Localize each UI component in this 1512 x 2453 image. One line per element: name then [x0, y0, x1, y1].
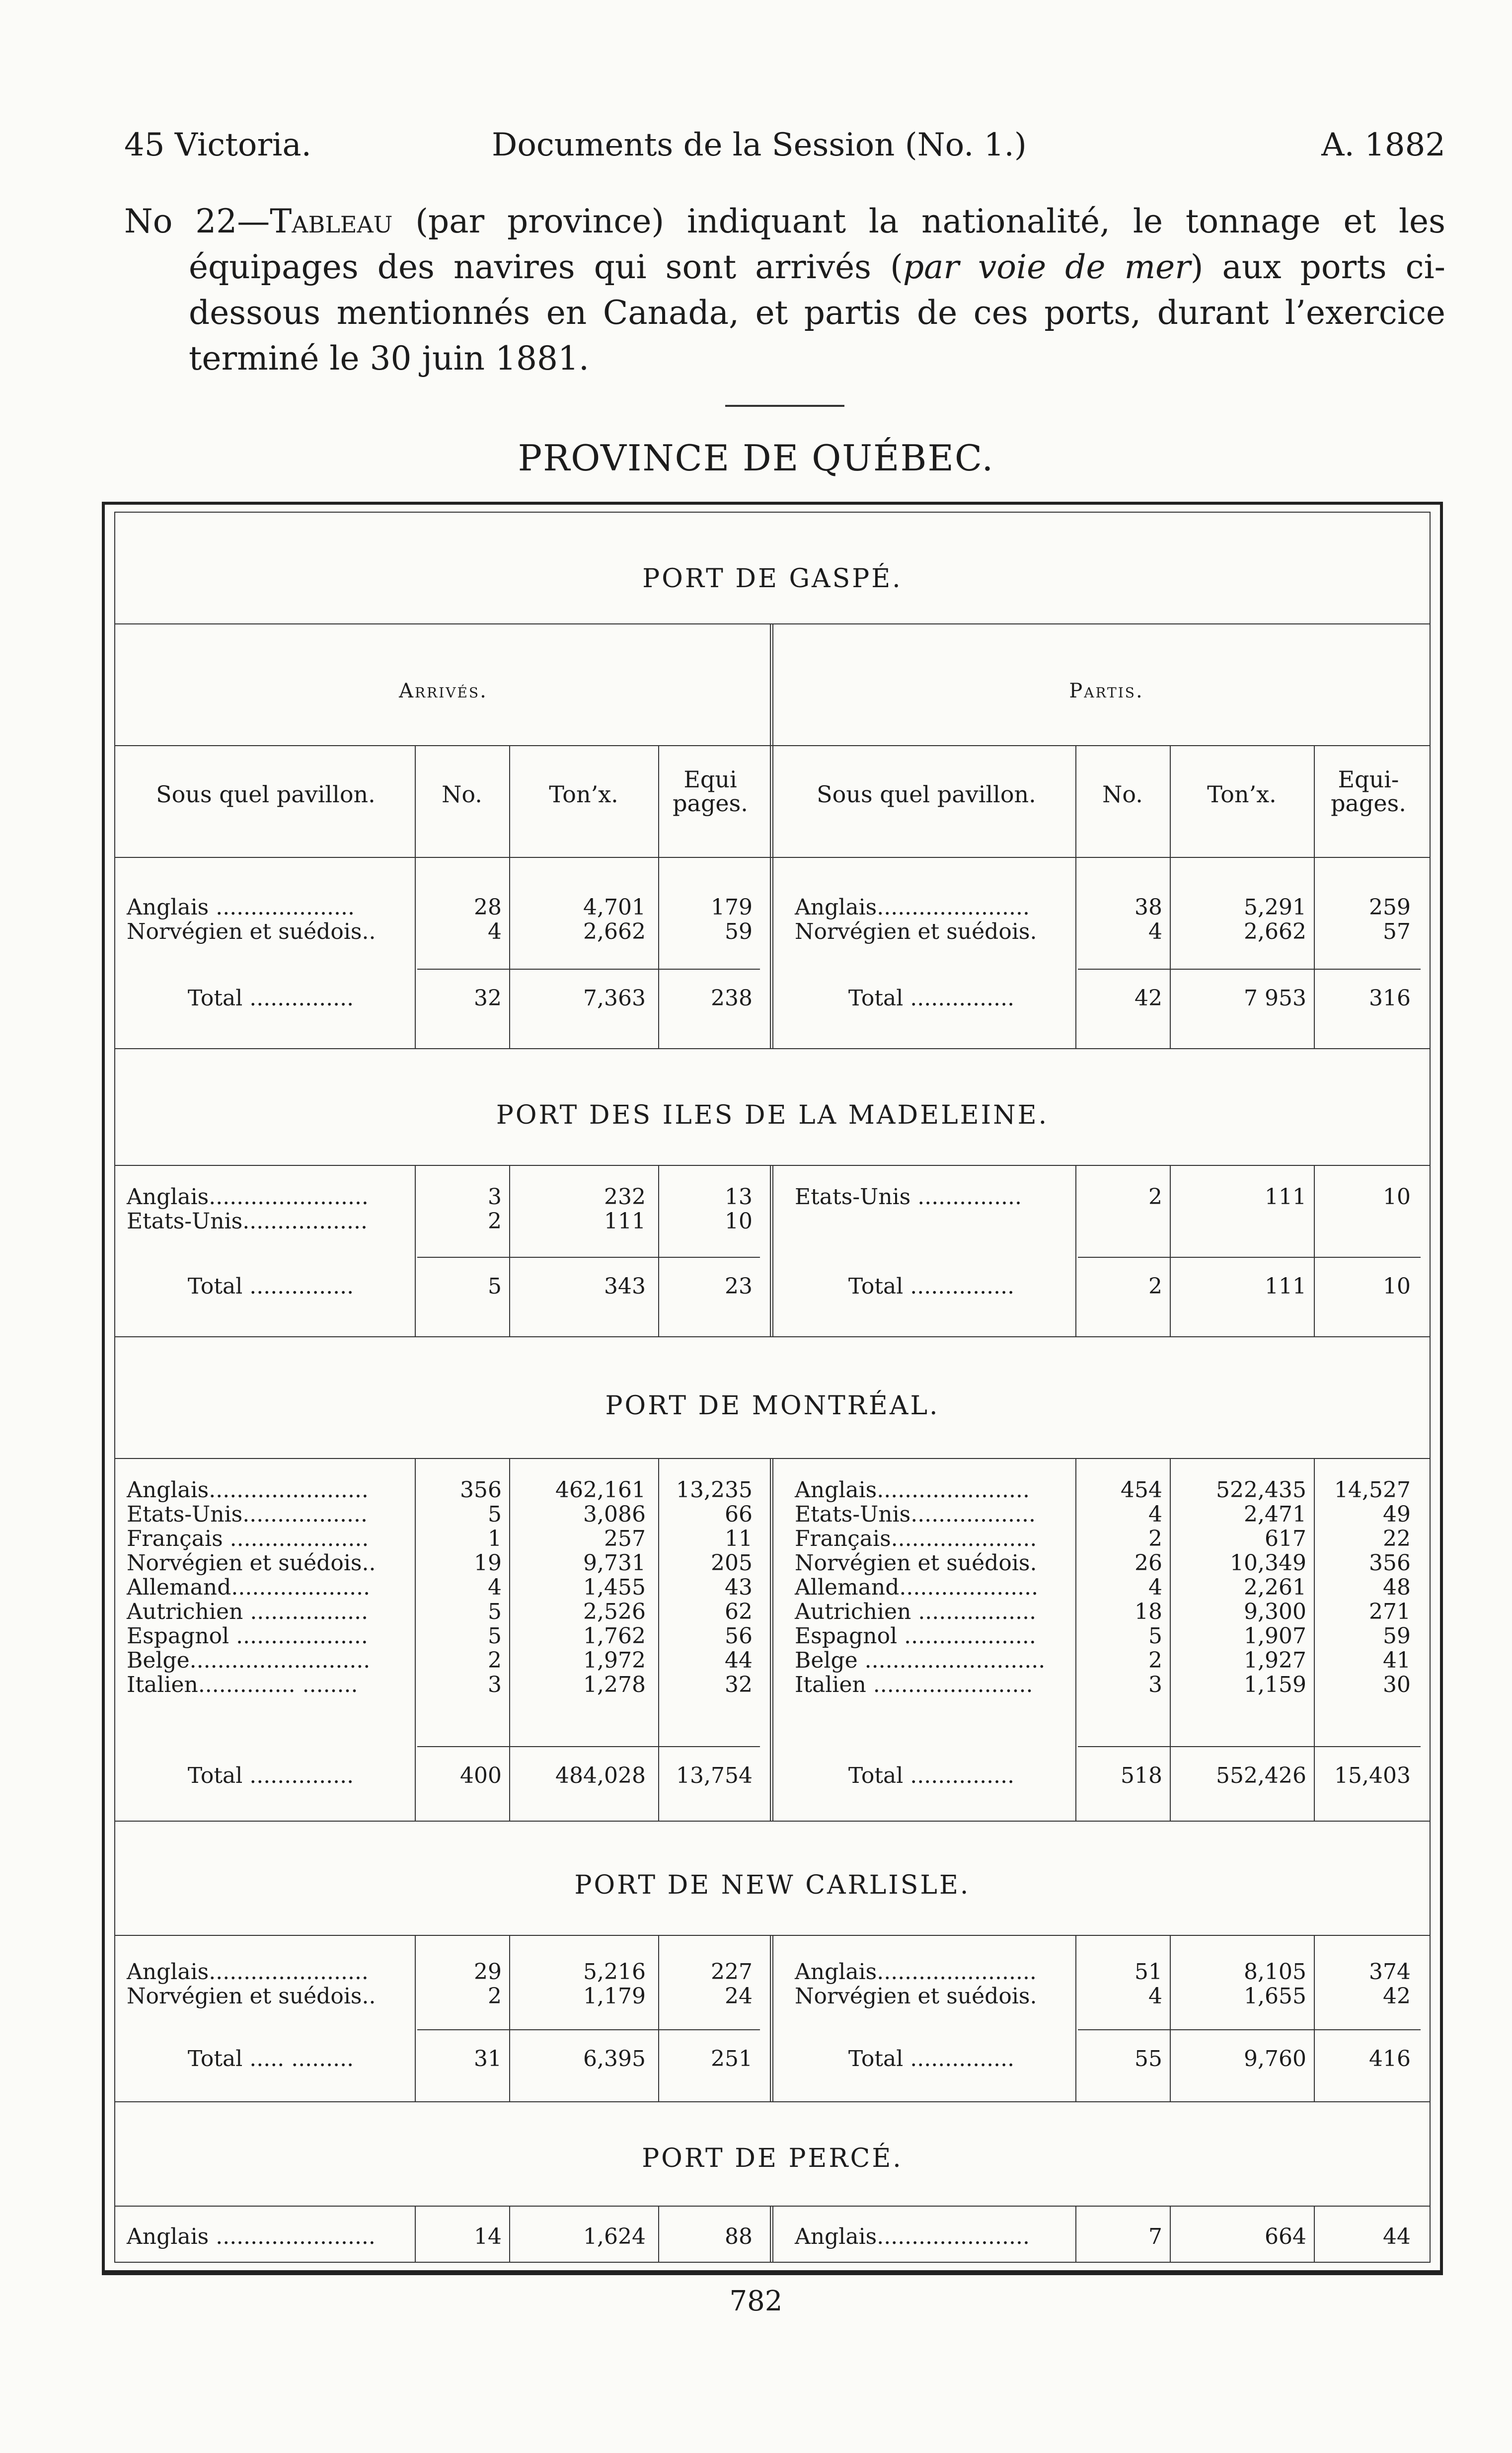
total-rule [1078, 1746, 1421, 1747]
col-rule [509, 1165, 510, 1336]
caption-text-1: (par province) indiquant la nationalité, le tonnage et les équipages des navires qui sont arrivés ( [189, 202, 1445, 286]
carlisle-departed-total-label: Total ............... [848, 2046, 1015, 2071]
col-rule [1314, 1458, 1315, 1821]
col-rule [1314, 1165, 1315, 1336]
col-rule [509, 745, 510, 1048]
gaspe-departed-labels: Anglais...................... Norvégien et suédois. [795, 895, 1037, 944]
col-rule [415, 2206, 416, 2263]
montreal-arrived-total-crew: 13,754 [676, 1763, 753, 1788]
madeleine-departed-total-no: 2 [1148, 1274, 1162, 1299]
gaspe-arrived-total-label: Total ............... [187, 986, 354, 1011]
carlisle-arrived-total-no: 31 [474, 2046, 502, 2071]
montreal-arrived-crew: 13,235 66 11 205 43 62 56 44 32 [676, 1477, 753, 1697]
perce-departed-tons: 664 [1265, 2224, 1306, 2249]
montreal-arrived-no: 356 5 1 19 4 5 5 2 3 [460, 1477, 502, 1697]
rule [114, 1821, 1431, 1822]
carlisle-departed-tons: 8,105 1,655 [1244, 1959, 1306, 2009]
col-no-left: No. [442, 781, 482, 808]
total-rule [1078, 969, 1421, 970]
page-number: 782 [729, 2285, 783, 2317]
gaspe-departed-total-tons: 7 953 [1244, 986, 1306, 1011]
montreal-departed-total-crew: 15,403 [1334, 1763, 1411, 1788]
madeleine-departed-labels: Etats-Unis ............... [795, 1184, 1022, 1210]
gaspe-departed-total-label: Total ............... [848, 986, 1015, 1011]
madeleine-arrived-crew: 13 10 [725, 1184, 753, 1234]
col-rule [658, 1935, 659, 2101]
montreal-departed-tons: 522,435 2,471 617 10,349 2,261 9,300 1,907 1,927 1,159 [1216, 1477, 1306, 1697]
carlisle-arrived-total-label: Total ..... ......... [187, 2046, 354, 2071]
gaspe-departed-crew: 259 57 [1369, 895, 1411, 944]
madeleine-arrived-labels: Anglais....................... Etats-Unis.................. [127, 1184, 369, 1234]
col-rule [1314, 745, 1315, 1048]
col-rule [1075, 1935, 1076, 2101]
caption-italic: par voie de mer [903, 248, 1191, 286]
perce-departed-labels: Anglais...................... [795, 2224, 1030, 2249]
carlisle-departed-total-crew: 416 [1369, 2046, 1411, 2071]
perce-arrived-labels: Anglais ....................... [127, 2224, 376, 2249]
carlisle-arrived-tons: 5,216 1,179 [583, 1959, 646, 2009]
center-double-rule [770, 623, 773, 1048]
madeleine-departed-no: 2 [1148, 1184, 1162, 1210]
port-title-montreal: PORT DE MONTRÉAL. [605, 1391, 940, 1421]
montreal-arrived-total-tons: 484,028 [555, 1763, 646, 1788]
port-title-perce: PORT DE PERCÉ. [642, 2144, 903, 2173]
center-double-rule [770, 2206, 773, 2263]
header-left: 45 Victoria. [124, 127, 311, 163]
col-rule [1075, 745, 1076, 1048]
madeleine-departed-crew: 10 [1383, 1184, 1411, 1210]
gaspe-arrived-labels: Anglais .................... Norvégien et suédois.. [127, 895, 376, 944]
carlisle-arrived-crew: 227 24 [711, 1959, 753, 2009]
madeleine-arrived-total-crew: 23 [725, 1274, 753, 1299]
section-departed: Partis. [1069, 680, 1144, 702]
col-tons-left: Ton’x. [549, 781, 618, 808]
total-rule [417, 1746, 760, 1747]
decorative-rule [725, 405, 844, 407]
gaspe-arrived-total-crew: 238 [711, 986, 753, 1011]
col-tons-right: Ton’x. [1207, 781, 1277, 808]
gaspe-departed-no: 38 4 [1134, 895, 1162, 944]
perce-arrived-no: 14 [474, 2224, 502, 2249]
carlisle-arrived-total-crew: 251 [711, 2046, 753, 2071]
col-rule [1170, 745, 1171, 1048]
port-title-gaspe: PORT DE GASPÉ. [642, 564, 903, 594]
header-center: Documents de la Session (No. 1.) [492, 127, 1027, 163]
gaspe-arrived-crew: 179 59 [711, 895, 753, 944]
gaspe-arrived-total-no: 32 [474, 986, 502, 1011]
col-rule [1170, 2206, 1171, 2263]
col-crew-left: Equi pages. [673, 766, 748, 817]
total-rule [1078, 2029, 1421, 2030]
perce-departed-no: 7 [1148, 2224, 1162, 2249]
rule [114, 1336, 1431, 1337]
carlisle-arrived-total-tons: 6,395 [583, 2046, 646, 2071]
madeleine-arrived-tons: 232 111 [604, 1184, 646, 1234]
caption-lead: No 22— [124, 202, 270, 240]
rule [114, 1048, 1431, 1049]
perce-departed-crew: 44 [1383, 2224, 1411, 2249]
gaspe-arrived-tons: 4,701 2,662 [583, 895, 646, 944]
gaspe-arrived-no: 28 4 [474, 895, 502, 944]
total-rule [417, 969, 760, 970]
carlisle-arrived-no: 29 2 [474, 1959, 502, 2009]
col-rule [658, 1458, 659, 1821]
perce-arrived-crew: 88 [725, 2224, 753, 2249]
col-rule [509, 1458, 510, 1821]
col-rule [1314, 2206, 1315, 2263]
total-rule [417, 1257, 760, 1258]
col-rule [415, 1935, 416, 2101]
total-rule [1078, 1257, 1421, 1258]
montreal-departed-total-label: Total ............... [848, 1763, 1015, 1788]
carlisle-departed-crew: 374 42 [1369, 1959, 1411, 2009]
col-rule [509, 2206, 510, 2263]
caption-label: Tableau [270, 202, 393, 240]
port-title-madeleine: PORT DES ILES DE LA MADELEINE. [496, 1100, 1049, 1130]
center-double-rule [770, 1165, 773, 1336]
header-right: A. 1882 [1321, 127, 1445, 163]
montreal-departed-crew: 14,527 49 22 356 48 271 59 41 30 [1334, 1477, 1411, 1697]
col-rule [1170, 1458, 1171, 1821]
col-rule [415, 1165, 416, 1336]
running-header [124, 127, 1445, 166]
col-rule [1075, 1458, 1076, 1821]
montreal-departed-labels: Anglais...................... Etats-Unis.................. Français..................... Norvégien et suédois. Allemand.................... Autrichien ................. Espagnol ................... Belge .......................... Italien ....................... [795, 1477, 1046, 1697]
province-title: PROVINCE DE QUÉBEC. [518, 437, 994, 479]
col-no-right: No. [1102, 781, 1143, 808]
col-rule [509, 1935, 510, 2101]
table-caption [124, 199, 1445, 382]
col-rule [1075, 2206, 1076, 2263]
madeleine-departed-total-tons: 111 [1265, 1274, 1306, 1299]
gaspe-departed-total-crew: 316 [1369, 986, 1411, 1011]
carlisle-departed-labels: Anglais....................... Norvégien et suédois. [795, 1959, 1037, 2009]
madeleine-arrived-total-no: 5 [488, 1274, 502, 1299]
madeleine-arrived-no: 3 2 [488, 1184, 502, 1234]
carlisle-departed-total-no: 55 [1134, 2046, 1162, 2071]
col-rule [658, 745, 659, 1048]
rule [114, 2101, 1431, 2102]
carlisle-departed-no: 51 4 [1134, 1959, 1162, 2009]
madeleine-arrived-total-label: Total ............... [187, 1274, 354, 1299]
gaspe-arrived-total-tons: 7,363 [583, 986, 646, 1011]
col-rule [1075, 1165, 1076, 1336]
total-rule [417, 2029, 760, 2030]
col-rule [1314, 1935, 1315, 2101]
madeleine-departed-tons: 111 [1265, 1184, 1306, 1210]
carlisle-departed-total-tons: 9,760 [1244, 2046, 1306, 2071]
col-rule [658, 1165, 659, 1336]
port-title-new-carlisle: PORT DE NEW CARLISLE. [574, 1870, 971, 1900]
section-arrived: Arrivés. [399, 680, 488, 702]
col-crew-right: Equi-pages. [1331, 766, 1406, 817]
col-flag-right: Sous quel pavillon. [817, 781, 1036, 808]
montreal-arrived-tons: 462,161 3,086 257 9,731 1,455 2,526 1,762 1,972 1,278 [555, 1477, 646, 1697]
madeleine-arrived-total-tons: 343 [604, 1274, 646, 1299]
col-rule [1170, 1935, 1171, 2101]
col-rule [658, 2206, 659, 2263]
gaspe-departed-total-no: 42 [1134, 986, 1162, 1011]
gaspe-departed-tons: 5,291 2,662 [1244, 895, 1306, 944]
col-rule [415, 1458, 416, 1821]
montreal-departed-no: 454 4 2 26 4 18 5 2 3 [1121, 1477, 1162, 1697]
perce-arrived-tons: 1,624 [583, 2224, 646, 2249]
col-flag-left: Sous quel pavillon. [156, 781, 376, 808]
carlisle-arrived-labels: Anglais....................... Norvégien et suédois.. [127, 1959, 376, 2009]
montreal-arrived-labels: Anglais....................... Etats-Unis.................. Français .................... Norvégien et suédois.. Allemand.................... Autrichien ................. Espagnol ................... Belge.......................... Italien.............. ........ [127, 1477, 376, 1697]
montreal-departed-total-tons: 552,426 [1216, 1763, 1306, 1788]
montreal-arrived-total-label: Total ............... [187, 1763, 354, 1788]
center-double-rule [770, 1458, 773, 1821]
madeleine-departed-total-label: Total ............... [848, 1274, 1015, 1299]
montreal-arrived-total-no: 400 [460, 1763, 502, 1788]
madeleine-departed-total-crew: 10 [1383, 1274, 1411, 1299]
center-double-rule [770, 1935, 773, 2101]
col-rule [415, 745, 416, 1048]
caption-text-2: ) aux ports ci-dessous mentionnés en Canada, et partis de ces ports, durant l’exercice terminé le 30 juin 1881. [189, 248, 1445, 378]
col-rule [1170, 1165, 1171, 1336]
montreal-departed-total-no: 518 [1121, 1763, 1162, 1788]
